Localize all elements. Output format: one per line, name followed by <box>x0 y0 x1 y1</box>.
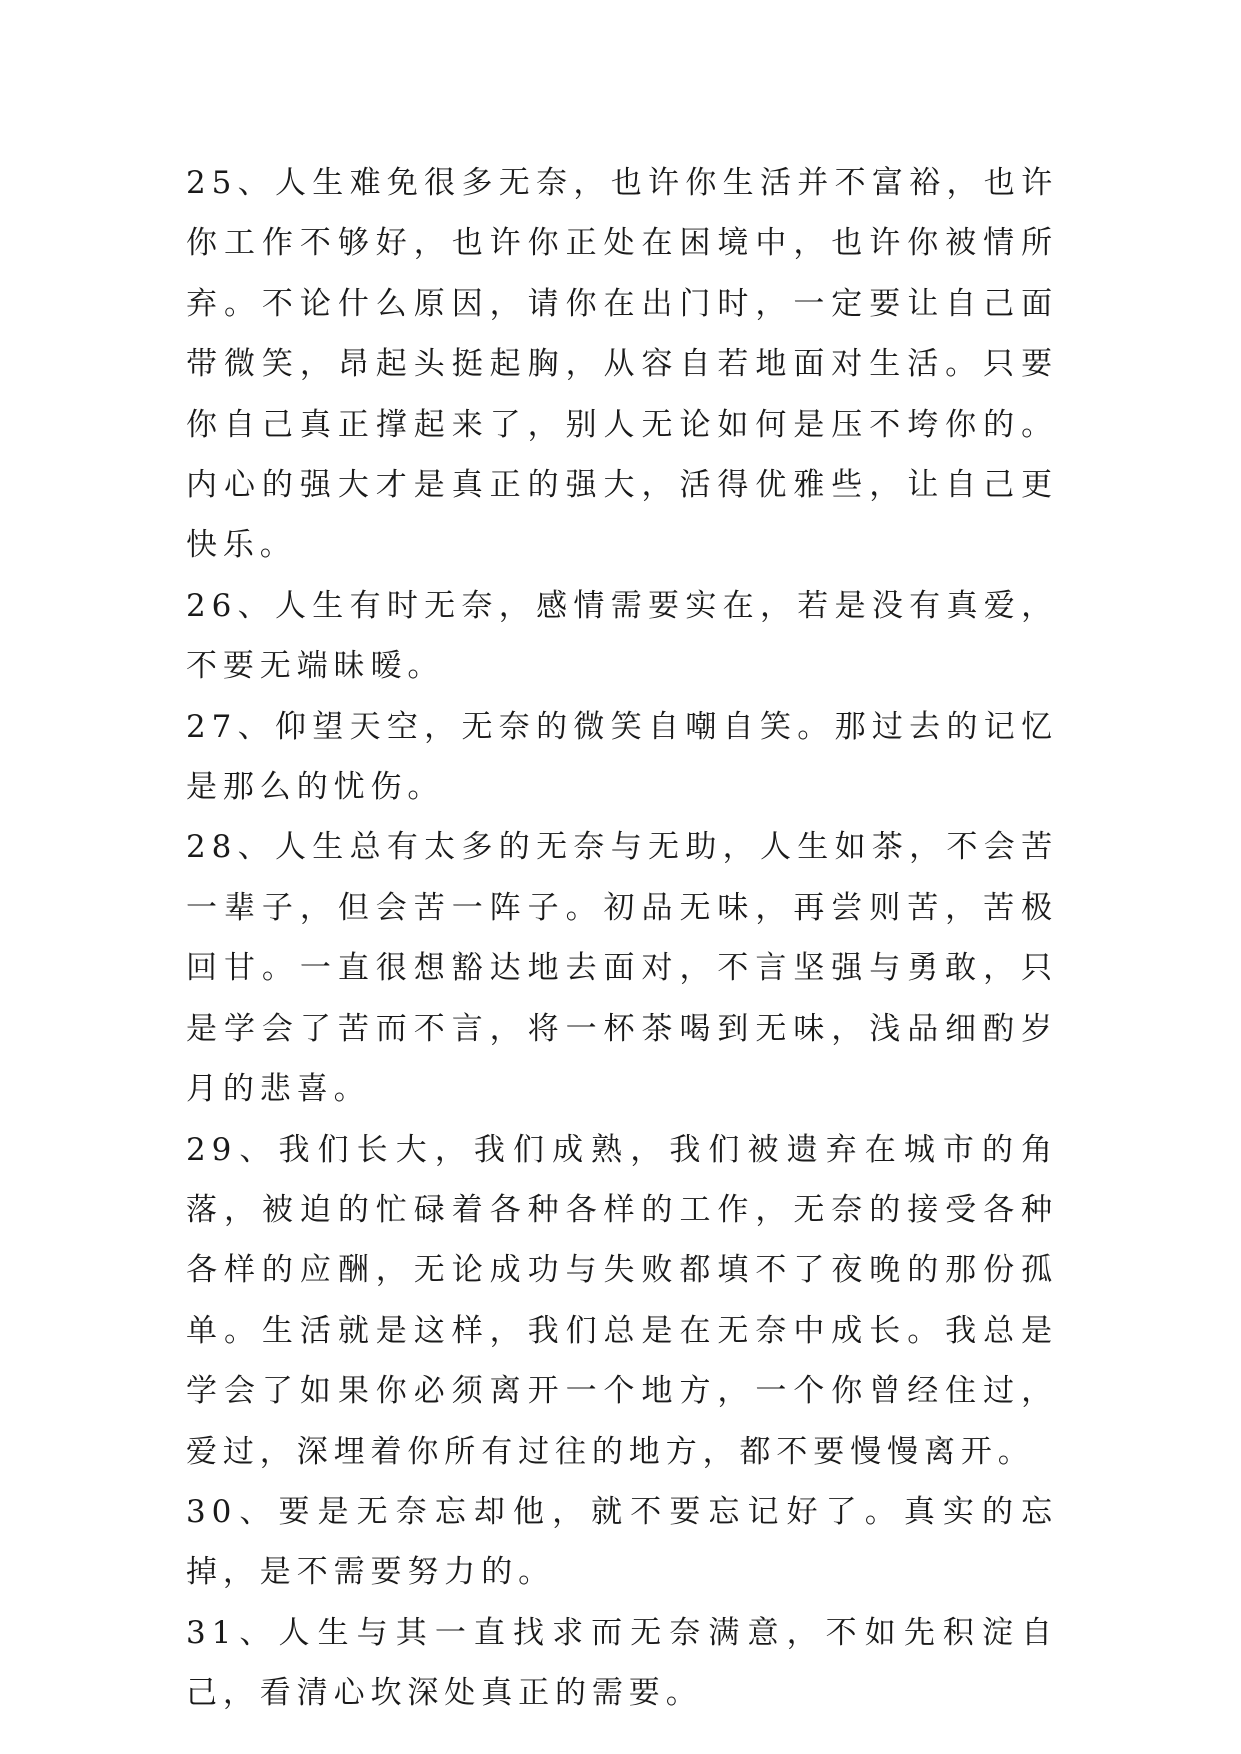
paragraph-26: 26、人生有时无奈，感情需要实在，若是没有真爱，不要无端昧暧。 <box>186 587 1058 685</box>
paragraph-28: 28、人生总有太多的无奈与无助，人生如茶，不会苦一辈子，但会苦一阵子。初品无味，再尝则苦，苦极回甘。一直很想豁达地去面对，不言坚强与勇敢，只是学会了苦而不言，将一杯茶喝到无味，浅品细酌岁月的悲喜。 <box>186 829 1058 1108</box>
document-body <box>186 153 1058 1724</box>
paragraph-30: 30、要是无奈忘却他，就不要忘记好了。真实的忘掉，是不需要努力的。 <box>186 1493 1058 1591</box>
paragraph-31: 31、人生与其一直找求而无奈满意，不如先积淀自己，看清心坎深处真正的需要。 <box>186 1614 1058 1712</box>
paragraph-27: 27、仰望天空，无奈的微笑自嘲自笑。那过去的记忆是那么的忧伤。 <box>186 708 1058 806</box>
paragraph-25: 25、人生难免很多无奈，也许你生活并不富裕，也许你工作不够好，也许你正处在困境中，也许你被情所弃。不论什么原因，请你在出门时，一定要让自己面带微笑，昂起头挺起胸，从容自若地面对生活。只要你自己真正撑起来了，别人无论如何是压不垮你的。内心的强大才是真正的强大，活得优雅些，让自己更快乐。 <box>186 165 1058 564</box>
paragraph-29: 29、我们长大，我们成熟，我们被遗弃在城市的角落，被迫的忙碌着各种各样的工作，无奈的接受各种各样的应酬，无论成功与失败都填不了夜晚的那份孤单。生活就是这样，我们总是在无奈中成长。我总是学会了如果你必须离开一个地方，一个你曾经住过，爱过，深埋着你所有过往的地方，都不要慢慢离开。 <box>186 1131 1058 1470</box>
